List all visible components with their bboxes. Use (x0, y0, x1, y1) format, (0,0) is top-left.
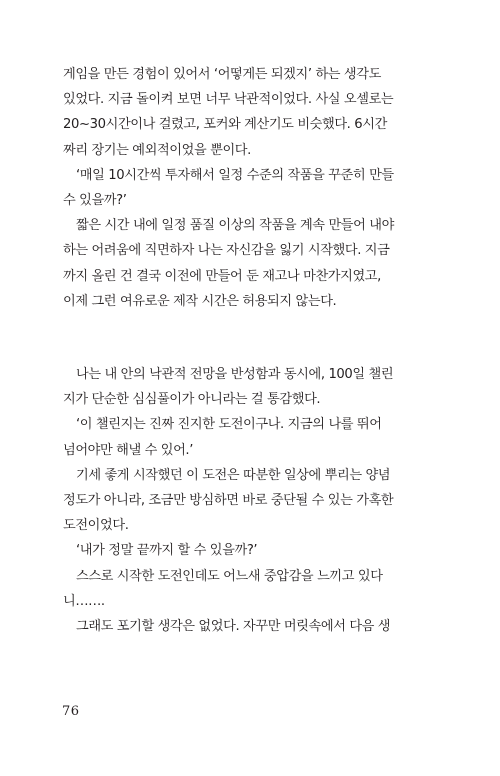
paragraph: 나는 내 안의 낙관적 전망을 반성함과 동시에, 100일 챌린 지가 단순한 심심풀이가 아니라는 걸 통감했다. (63, 367, 394, 408)
paragraph-quote: ‘내가 정말 끝까지 할 수 있을까?’ (76, 543, 258, 559)
page-number: 76 (62, 704, 80, 719)
text-section-1 (63, 62, 435, 314)
paragraph: 기세 좋게 시작했던 이 도전은 따분한 일상에 뿌리는 양념 정도가 아니라, 조금만 방심하면 바로 중단될 수 있는 가혹한 도전이었다. (63, 467, 394, 534)
paragraph-quote: ‘이 챌린지는 진짜 진지한 도전이구나. 지금의 나를 뛰어 넘어야만 해낼 수 있어.’ (63, 417, 382, 458)
paragraph: 스스로 시작한 도전인데도 어느새 중압감을 느끼고 있다 니……. (63, 568, 383, 609)
text-section-2 (63, 362, 435, 639)
paragraph: 짧은 시간 내에 일정 품질 이상의 작품을 계속 만들어 내야 하는 어려움에 직면하자 나는 자신감을 잃기 시작했다. 지금 까지 올린 건 결국 이전에 만들어 둔 재고나 마찬가지였고, 이제 그런 여유로운 제작 시간은 허용되지 않는다. (63, 218, 394, 309)
paragraph-quote: ‘매일 10시간씩 투자해서 일정 수준의 작품을 꾸준히 만들 수 있을까?’ (63, 167, 394, 209)
paragraph: 그래도 포기할 생각은 없었다. 자꾸만 머릿속에서 다음 생 (76, 619, 391, 635)
paragraph: 게임을 만든 경험이 있어서 ‘어떻게든 되겠지’ 하는 생각도 있었다. 지금 돌이켜 보면 너무 낙관적이었다. 사실 오셀로는 20~30시간이나 걸렸고, 포커와 계산기도 비슷했다. 6시간 짜리 장기는 예외적이었을 뿐이다. (63, 67, 394, 158)
